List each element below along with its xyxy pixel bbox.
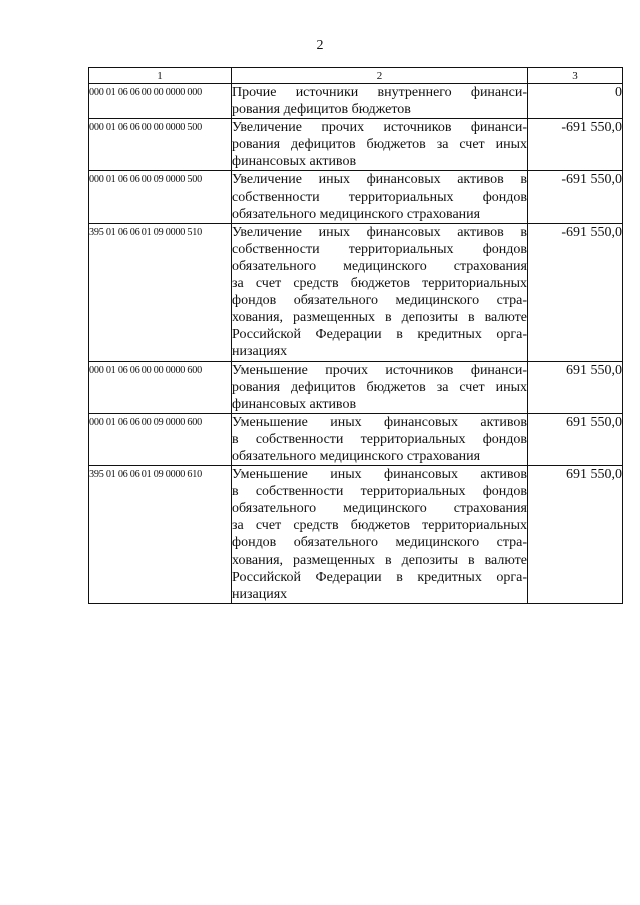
table-row: [89, 361, 623, 413]
budget-code-cell: 000 01 06 06 00 09 0000 500: [89, 171, 232, 223]
table-row: [89, 466, 623, 604]
table-row: [89, 413, 623, 465]
budget-code-cell: 395 01 06 06 01 09 0000 610: [89, 466, 232, 604]
description-cell: [232, 119, 528, 171]
amount-cell: -691 550,0: [528, 171, 623, 223]
description-line: обязательного медицинского страхования: [232, 448, 481, 464]
table-body: [89, 68, 623, 604]
description-line: рования дефицитов бюджетов за счет иных: [232, 137, 527, 153]
budget-code-cell: 000 01 06 06 00 00 0000 600: [89, 361, 232, 413]
description-cell: [232, 413, 528, 465]
description-line: низациях: [232, 586, 288, 602]
description-line: хования, размещенных в депозиты в валюте: [232, 552, 527, 568]
column-header-1: 1: [89, 68, 232, 84]
description-line: в собственности территориальных фондов: [232, 484, 527, 500]
description-line: фондов обязательного медицинского стра-: [232, 535, 527, 551]
description-line: Увеличение прочих источников финанси-: [232, 120, 527, 136]
amount-cell: 691 550,0: [528, 361, 623, 413]
description-line: Увеличение иных финансовых активов в: [232, 172, 527, 188]
budget-code-cell: 000 01 06 06 00 09 0000 600: [89, 413, 232, 465]
description-cell: [232, 361, 528, 413]
amount-cell: -691 550,0: [528, 223, 623, 361]
description-line: в собственности территориальных фондов: [232, 431, 527, 447]
amount-cell: -691 550,0: [528, 119, 623, 171]
description-line: финансовых активов: [232, 396, 357, 412]
description-line: хования, размещенных в депозиты в валюте: [232, 310, 527, 326]
table-row: [89, 171, 623, 223]
description-line: фондов обязательного медицинского стра-: [232, 293, 527, 309]
page-number: 2: [316, 38, 324, 53]
description-line: Уменьшение иных финансовых активов: [232, 467, 527, 483]
budget-code-cell: 000 01 06 06 00 00 0000 000: [89, 84, 232, 119]
description-cell: [232, 171, 528, 223]
description-line: Увеличение иных финансовых активов в: [232, 224, 527, 240]
description-line: финансовых активов: [232, 154, 357, 170]
description-line: Уменьшение иных финансовых активов: [232, 414, 527, 430]
table-row: [89, 119, 623, 171]
description-cell: [232, 466, 528, 604]
description-line: рования дефицитов бюджетов за счет иных: [232, 379, 527, 395]
description-line: собственности территориальных фондов: [232, 189, 527, 205]
budget-code-cell: 395 01 06 06 01 09 0000 510: [89, 223, 232, 361]
description-cell: [232, 84, 528, 119]
budget-code-cell: 000 01 06 06 00 00 0000 500: [89, 119, 232, 171]
description-line: за счет средств бюджетов территориальных: [232, 518, 527, 534]
description-line: собственности территориальных фондов: [232, 241, 527, 257]
amount-cell: 691 550,0: [528, 413, 623, 465]
table-row: [89, 84, 623, 119]
column-header-3: 3: [528, 68, 623, 84]
description-line: рования дефицитов бюджетов: [232, 102, 411, 118]
description-line: Прочие источники внутреннего финанси-: [232, 85, 527, 100]
description-cell: [232, 223, 528, 361]
column-header-2: 2: [232, 68, 528, 84]
description-line: Российской Федерации в кредитных орга-: [232, 327, 527, 343]
description-line: обязательного медицинского страхования: [232, 501, 527, 517]
amount-cell: 691 550,0: [528, 466, 623, 604]
table-row: [89, 223, 623, 361]
description-line: низациях: [232, 344, 288, 360]
description-line: обязательного медицинского страхования: [232, 206, 481, 222]
table-header-row: [89, 68, 623, 84]
description-line: за счет средств бюджетов территориальных: [232, 276, 527, 292]
description-line: обязательного медицинского страхования: [232, 258, 527, 274]
description-line: Уменьшение прочих источников финанси-: [232, 362, 527, 378]
description-line: Российской Федерации в кредитных орга-: [232, 569, 527, 585]
budget-sources-table: [88, 67, 623, 604]
amount-cell: 0: [528, 84, 623, 119]
